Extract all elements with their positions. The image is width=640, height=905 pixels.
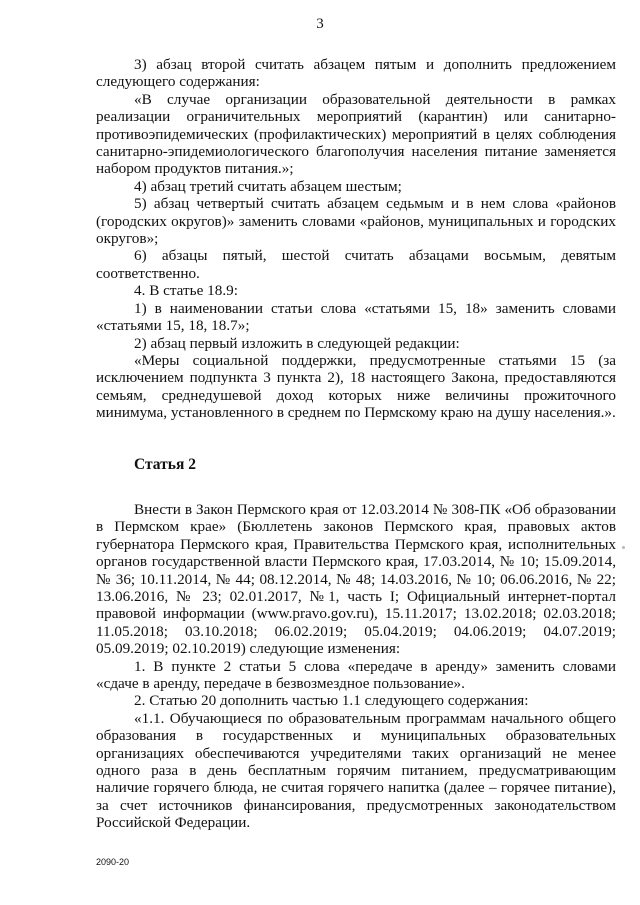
paragraph: 1) в наименовании статьи слова «статьями 15, 18» заменить словами «статьями 15, 18, 18.7»; [96,299,616,335]
paragraph: 3) абзац второй считать абзацем пятым и дополнить предложением следующего содержания: [96,56,616,91]
paragraph: «1.1. Обучающиеся по образовательным программам начального общего образования в государственных и муниципальных образовательных организациях обеспечиваются учредителями таких организаций не менее одного раза в день бесплатным горячим питанием, предусматривающим наличие горячего блюда, не считая горячего напитка (далее – горячее питание), за счет источников финансирования, предусмотренных законодательством Российской Федерации. [96,709,616,832]
paragraph: «Меры социальной поддержки, предусмотренные статьями 15 (за исключением подпункта 3 пункта 2), 18 настоящего Закона, предоставляются семьям, среднедушевой доход которых ниже величины прожиточного минимума, установленного в среднем по Пермскому краю на душу населения.». [96,351,616,422]
paragraph: 6) абзацы пятый, шестой считать абзацами восьмым, девятым соответственно. [96,247,616,282]
document-body [96,56,616,832]
paragraph: 2) абзац первый изложить в следующей редакции: [134,334,460,352]
article-heading: Статья 2 [134,455,196,473]
document-code: 2090-20 [96,857,130,867]
paragraph: «В случае организации образовательной деятельности в рамках реализации ограничительных мероприятий (карантин) или санитарно-противоэпидемических (профилактических) мероприятий в целях соблюдения санитарно-эпидемиологического благополучия населения питание заменяется набором продуктов питания.»; [96,90,616,178]
paragraph: 4. В статье 18.9: [134,282,238,300]
paragraph: Внести в Закон Пермского края от 12.03.2014 № 308-ПК «Об образовании в Пермском крае» (Бюллетень законов Пермского края, правовых актов губернатора Пермского края, Правительства Пермского края, исполнительных органов государственной власти Пермского края, 17.03.2014, № 10; 15.09.2014, № 36; 10.11.2014, № 44; 08.12.2014, № 48; 14.03.2016, № 10; 06.06.2016, № 22; 13.06.2016, № 23; 02.01.2017, №1, часть I; Официальный интернет-портал правовой информации (www.pravo.gov.ru), 15.11.2017; 13.02.2018; 02.03.2018; 11.05.2018; 03.10.2018; 06.02.2019; 05.04.2019; 04.06.2019; 04.07.2019; 05.09.2019; 02.10.2019) следующие изменения: [96,500,616,658]
page-number: 3 [316,16,324,32]
paragraph: 4) абзац третий считать абзацем шестым; [134,177,402,195]
paragraph: 1. В пункте 2 статьи 5 слова «передаче в аренду» заменить словами «сдаче в аренду, передаче в безвозмездное пользование». [96,657,616,692]
paragraph: 5) абзац четвертый считать абзацем седьмым и в нем слова «районов (городских округов)» заменить словами «районов, муниципальных и городских округов»; [96,195,616,248]
scan-speck [622,546,625,549]
paragraph: 2. Статью 20 дополнить частью 1.1 следующего содержания: [134,692,529,710]
